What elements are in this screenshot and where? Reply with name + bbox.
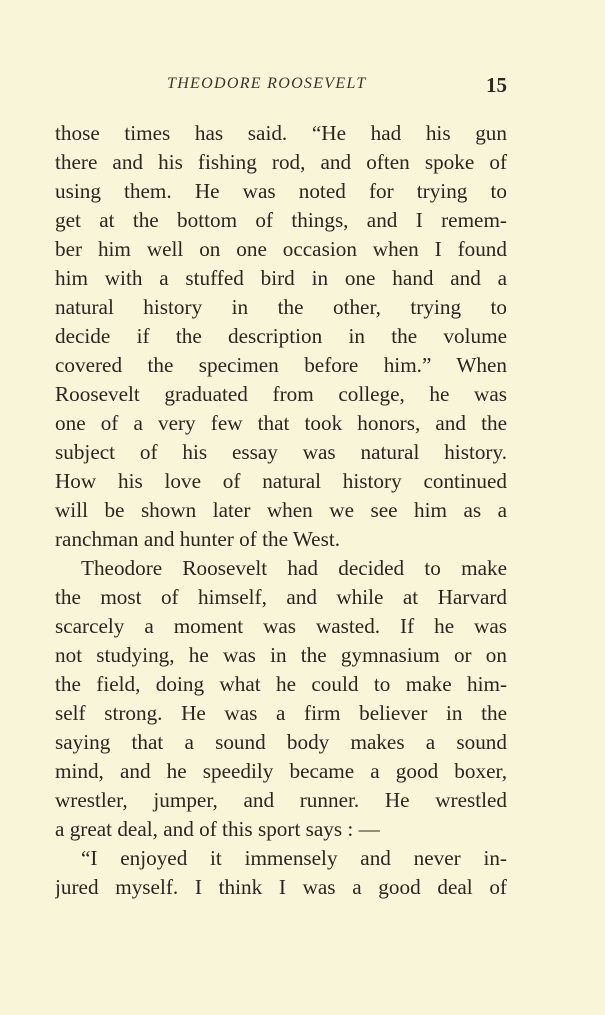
text-line: a great deal, and of this sport says : — [55, 817, 380, 841]
text-line: subject of his essay was natural history. [55, 440, 507, 464]
text-line: decide if the description in the volume [55, 324, 507, 348]
body-text [55, 119, 507, 902]
text-line: one of a very few that took honors, and the [55, 411, 507, 435]
text-line: jured myself. I think I was a good deal of [55, 875, 507, 899]
text-line: the most of himself, and while at Harvard [55, 585, 507, 609]
text-line: self strong. He was a firm believer in the [55, 701, 507, 725]
page-number: 15 [486, 73, 507, 97]
text-line: those times has said. “He had his gun [55, 121, 507, 145]
text-line: ber him well on one occasion when I found [55, 237, 507, 261]
text-line: get at the bottom of things, and I remem- [55, 208, 507, 232]
text-line: “I enjoyed it immensely and never in- [81, 846, 507, 870]
text-line: will be shown later when we see him as a [55, 498, 507, 522]
running-head [55, 73, 507, 97]
text-line: there and his fishing rod, and often spoke of [55, 150, 507, 174]
text-line: Roosevelt graduated from college, he was [55, 382, 507, 406]
text-line: scarcely a moment was wasted. If he was [55, 614, 507, 638]
text-line: saying that a sound body makes a sound [55, 730, 507, 754]
text-line: natural history in the other, trying to [55, 295, 507, 319]
text-line: mind, and he speedily became a good boxer, [55, 759, 507, 783]
text-line: Theodore Roosevelt had decided to make [81, 556, 507, 580]
text-line: ranchman and hunter of the West. [55, 527, 341, 551]
text-line: the field, doing what he could to make him- [55, 672, 507, 696]
text-line: wrestler, jumper, and runner. He wrestled [55, 788, 507, 812]
text-line: using them. He was noted for trying to [55, 179, 507, 203]
running-title: THEODORE ROOSEVELT [167, 75, 367, 92]
text-line: him with a stuffed bird in one hand and a [55, 266, 507, 290]
text-line: not studying, he was in the gymnasium or on [55, 643, 507, 667]
text-line: covered the specimen before him.” When [55, 353, 507, 377]
text-line: How his love of natural history continued [55, 469, 507, 493]
